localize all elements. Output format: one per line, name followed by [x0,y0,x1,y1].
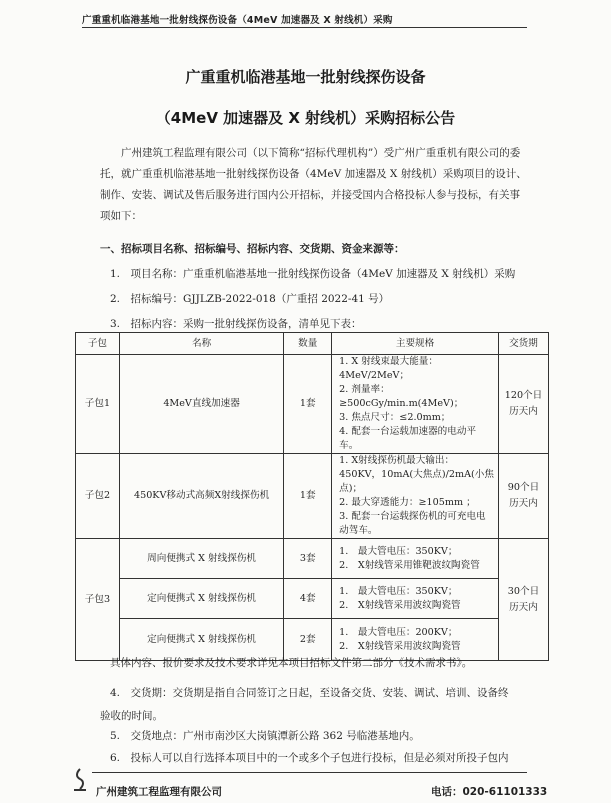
spec-line: 3. 配套一台运载探伤机的可充电电动驾车。 [339,511,486,536]
spec-line: 2. X射线管采用波纹陶瓷管 [339,640,461,652]
running-header: 广重重机临港基地一批射线探伤设备（4MeV 加速器及 X 射线机）采购 [82,15,393,26]
quantity-cell: 4套 [284,579,332,619]
item-name-cell: 周向便携式 X 射线探伤机 [119,539,283,579]
table-row [76,539,549,579]
package-cell: 子包3 [76,539,120,661]
col-header-package: 子包 [76,333,120,355]
delivery-period: 30个日历天内 [507,585,540,613]
item-bidding-note: 6. 投标人可以自行选择本项目中的一个或多个子包进行投标，但是必须对所投子包内 [110,752,509,764]
spec-line: 2. X射线管采用波纹陶瓷管 [339,599,461,611]
delivery-cell [498,539,548,661]
quantity-cell: 1套 [284,454,332,539]
footer-rule [92,772,527,773]
quantity-cell: 2套 [284,619,332,661]
item-tender-content: 3. 招标内容：采购一批射线探伤设备，清单见下表： [110,318,362,330]
spec-cell [332,355,499,454]
footer-phone: 电话：020-61101333 [431,786,548,798]
package-cell: 子包1 [76,355,120,454]
table-row [76,355,549,454]
spec-line: 2. X射线管采用锥靶波纹陶瓷管 [339,559,480,571]
item-tender-number: 2. 招标编号：GJJLZB-2022-018（广重招 2022-41 号） [110,293,390,305]
spec-cell [332,539,499,579]
spec-line: 1. X 射线束最大能量：4MeV/2MeV； [339,356,438,381]
table-row [76,619,549,661]
footer-company: 广州建筑工程监理有限公司 [96,786,222,798]
spec-line: 2. 最大穿透能力：≥105mm ； [339,497,476,508]
page-title-line1: 广重重机临港基地一批射线探伤设备 [185,68,426,86]
procurement-table [75,332,549,661]
item-delivery-period-cont: 验收的时间。 [100,710,163,722]
spec-cell [332,454,499,539]
item-delivery-place: 5. 交货地点：广州市南沙区大岗镇潭新公路 362 号临港基地内。 [110,730,420,742]
item-name-cell: 450KV移动式高频X射线探伤机 [119,454,283,539]
spec-line: 2. 剂量率：≥500cGy/min.m(4MeV)； [339,384,464,409]
item-delivery-period: 4. 交货期：交货期是指自合同签订之日起，至设备交货、安装、调试、培训、设备终 [110,687,509,699]
intro-paragraph: 广州建筑工程监理有限公司（以下简称“招标代理机构”）受广州广重重机有限公司的委托，就广重重机临港基地一批射线探伤设备（4MeV 加速器及 X 射线机）采购项目的设计、制作、安装、调试及售后服务进行国内公开招标，并接受国内合格投标人参与投标，有关事项如下： [100,147,527,222]
col-header-name: 名称 [119,333,283,355]
company-logo-icon [72,767,88,793]
delivery-period: 90个日历天内 [507,482,540,509]
table-row [76,454,549,539]
spec-line: 1. 最大管电压：350KV； [339,585,458,597]
item-name-cell: 4MeV直线加速器 [119,355,283,454]
col-header-qty: 数量 [284,333,332,355]
delivery-cell [498,454,548,539]
table-header-row [76,333,549,355]
delivery-cell [498,355,548,454]
spec-cell [332,579,499,619]
item-name-cell: 定向便携式 X 射线探伤机 [119,619,283,661]
section-heading: 一、招标项目名称、招标编号、招标内容、交货期、资金来源等： [100,243,405,255]
spec-line: 1. X射线探伤机最大输出：450KV，10mA(大焦点)/2mA(小焦点)； [339,455,494,494]
quantity-cell: 1套 [284,355,332,454]
item-project-name: 1. 项目名称：广重重机临港基地一批射线探伤设备（4MeV 加速器及 X 射线机）采购 [110,268,516,280]
delivery-period: 120个日历天内 [504,390,543,417]
page-title-line2: （4MeV 加速器及 X 射线机）采购招标公告 [155,109,456,127]
spec-line: 1. 最大管电压：350KV； [339,545,458,557]
quantity-cell: 3套 [284,539,332,579]
spec-cell [332,619,499,661]
item-name-cell: 定向便携式 X 射线探伤机 [119,579,283,619]
col-header-spec: 主要规格 [332,333,499,355]
detail-note: 具体内容、报价要求及技术要求详见本项目招标文件第二部分《技术需求书》。 [110,657,473,669]
table-row [76,579,549,619]
header-rule [82,27,527,28]
spec-line: 4. 配套一台运载加速器的电动平车。 [339,426,477,451]
col-header-delivery: 交货期 [498,333,548,355]
spec-line: 1. 最大管电压：200KV； [339,626,458,638]
package-cell: 子包2 [76,454,120,539]
spec-line: 3. 焦点尺寸：≤2.0mm； [339,412,451,423]
